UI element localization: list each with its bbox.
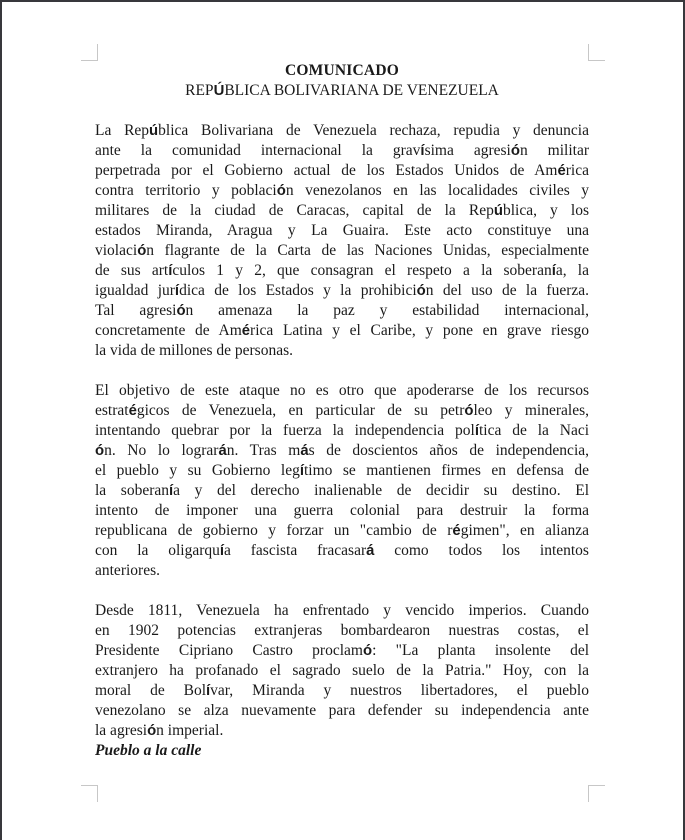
closing-slogan: Pueblo a la calle	[95, 742, 202, 759]
text-line: de sus artículos 1 y 2, que consagran el respeto a la soberanía, la	[95, 262, 589, 279]
substituted-accent-glyph: é	[452, 523, 461, 539]
title-communique: COMUNICADO	[285, 62, 399, 79]
text-line: violación flagrante de la Carta de las Naciones Unidas, especialmente	[95, 242, 589, 259]
substituted-accent-glyph: í	[168, 263, 173, 279]
substituted-accent-glyph: ó	[276, 183, 286, 199]
text-line: concretamente de América Latina y el Caribe, y pone en grave riesgo	[95, 322, 589, 339]
substituted-accent-glyph: ó	[137, 243, 147, 259]
substituted-accent-glyph: í	[299, 463, 304, 479]
text-line: anteriores.	[95, 562, 160, 579]
substituted-accent-glyph: ú	[149, 123, 159, 139]
substituted-accent-glyph: ó	[510, 143, 520, 159]
text-line: la agresión imperial.	[95, 722, 224, 739]
substituted-accent-glyph: á	[300, 443, 309, 459]
text-line: La República Bolivariana de Venezuela rechaza, repudia y denuncia	[95, 122, 589, 139]
text-line: estratégicos de Venezuela, en particular de su petróleo y minerales,	[95, 402, 589, 419]
substituted-accent-glyph: á	[218, 443, 227, 459]
text-line: venezolano se alza nuevamente para defender su independencia ante	[95, 702, 589, 719]
window-edge-top	[0, 0, 685, 2]
substituted-accent-glyph: ó	[464, 403, 474, 419]
text-line: contra territorio y población venezolanos en las localidades civiles y	[95, 182, 589, 199]
title-republic: REPÚBLICA BOLIVARIANA DE VENEZUELA	[185, 82, 499, 99]
window-edge-left	[0, 0, 2, 840]
crop-mark-bottom-right	[588, 785, 605, 802]
substituted-accent-glyph: ó	[95, 443, 105, 459]
substituted-accent-glyph: ó	[416, 283, 426, 299]
paragraph	[95, 381, 589, 581]
crop-mark-top-left	[81, 44, 98, 61]
paragraph	[95, 121, 589, 361]
text-line: Desde 1811, Venezuela ha enfrentado y vencido imperios. Cuando	[95, 602, 589, 619]
text-line: republicana de gobierno y forzar un "cambio de régimen", en alianza	[95, 522, 589, 539]
substituted-accent-glyph: ú	[493, 203, 503, 219]
substituted-accent-glyph: ó	[176, 303, 186, 319]
substituted-accent-glyph: ó	[362, 643, 373, 659]
text-line: el pueblo y su Gobierno legítimo se mantienen firmes en defensa de	[95, 462, 589, 479]
substituted-accent-glyph: é	[557, 163, 566, 179]
text-line: en 1902 potencias extranjeras bombardearon nuestras costas, el	[95, 622, 589, 639]
text-line: Tal agresión amenaza la paz y estabilidad internacional,	[95, 302, 589, 319]
text-line: igualdad jurídica de los Estados y la prohibición del uso de la fuerza.	[95, 282, 589, 299]
substituted-accent-glyph: é	[241, 323, 251, 339]
text-line: perpetrada por el Gobierno actual de los Estados Unidos de América	[95, 162, 589, 179]
substituted-accent-glyph: í	[551, 263, 556, 279]
paragraph	[95, 601, 589, 741]
text-line: Presidente Cipriano Castro proclamó: "La planta insolente del	[95, 642, 590, 659]
substituted-accent-glyph: í	[420, 143, 425, 159]
text-line: la vida de millones de personas.	[95, 342, 294, 359]
substituted-accent-glyph: Ú	[213, 83, 225, 99]
substituted-accent-glyph: é	[128, 403, 137, 419]
substituted-accent-glyph: í	[206, 683, 211, 699]
substituted-accent-glyph: í	[219, 543, 225, 559]
text-line: la soberanía y del derecho inalienable de decidir su destino. El	[95, 482, 590, 499]
document-title	[95, 61, 589, 101]
crop-mark-bottom-left	[81, 785, 98, 802]
substituted-accent-glyph: í	[474, 423, 479, 439]
substituted-accent-glyph: á	[366, 543, 375, 559]
text-line: ante la comunidad internacional la gravísima agresión militar	[95, 142, 589, 159]
text-line: ón. No lo lograrán. Tras más de doscientos años de independencia,	[95, 442, 590, 459]
text-line: estados Miranda, Aragua y La Guaira. Este acto constituye una	[95, 222, 589, 239]
substituted-accent-glyph: í	[174, 283, 180, 299]
text-line: con la oligarquía fascista fracasará como todos los intentos	[95, 542, 589, 559]
text-line: intentando quebrar por la fuerza la independencia política de la Naci	[95, 422, 590, 439]
text-line: intento de imponer una guerra colonial para destruir la forma	[95, 502, 589, 519]
text-line: moral de Bolívar, Miranda y nuestros libertadores, el pueblo	[95, 682, 589, 699]
text-line: extranjero ha profanado el sagrado suelo de la Patria." Hoy, con la	[95, 662, 589, 679]
document-content	[95, 61, 589, 761]
document-body	[95, 121, 589, 741]
text-line: militares de la ciudad de Caracas, capital de la República, y los	[95, 202, 589, 219]
text-line: El objetivo de este ataque no es otro que apoderarse de los recursos	[95, 382, 589, 399]
substituted-accent-glyph: í	[169, 483, 174, 499]
crop-mark-top-right	[588, 44, 605, 61]
substituted-accent-glyph: ó	[147, 723, 157, 739]
